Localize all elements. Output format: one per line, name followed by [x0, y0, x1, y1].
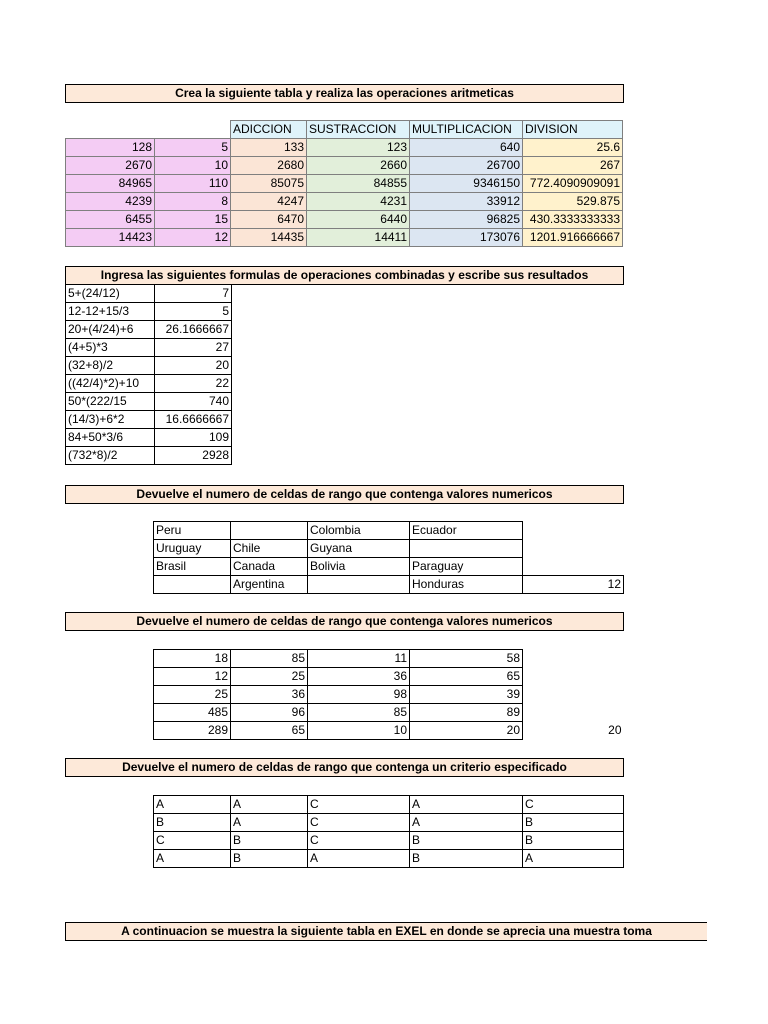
- arith-cell: 2680: [231, 157, 307, 175]
- arith-cell: 6455: [66, 211, 155, 229]
- arith-cell: 84965: [66, 175, 155, 193]
- number-cell: 98: [308, 686, 410, 704]
- formula-result-cell: 7: [155, 285, 232, 303]
- number-cell: 485: [154, 704, 231, 722]
- formula-result-cell: 2928: [155, 447, 232, 465]
- section-title-count-numeric-1: Devuelve el numero de celdas de rango que contenga valores numericos: [65, 485, 624, 504]
- formula-cell: (732*8)/2: [66, 447, 155, 465]
- formula-cell: 50*(222/15: [66, 393, 155, 411]
- table-row: [154, 722, 624, 740]
- table-row: [66, 321, 232, 339]
- arith-cell: 4239: [66, 193, 155, 211]
- section-title-count-numeric-2: Devuelve el numero de celdas de rango que contenga valores numericos: [65, 612, 624, 631]
- number-cell: 25: [231, 668, 308, 686]
- arith-cell: 14423: [66, 229, 155, 247]
- formula-cell: (32+8)/2: [66, 357, 155, 375]
- country-cell: Guyana: [308, 540, 410, 558]
- formulas-table: [65, 284, 232, 465]
- formula-cell: 20+(4/24)+6: [66, 321, 155, 339]
- section-title-formulas: Ingresa las siguientes formulas de operaciones combinadas y escribe sus resultados: [65, 266, 624, 285]
- formula-result-cell: 27: [155, 339, 232, 357]
- arith-cell: 2670: [66, 157, 155, 175]
- arith-cell: 772.4090909091: [523, 175, 623, 193]
- table-row: [66, 175, 623, 193]
- header-sustraccion: SUSTRACCION: [307, 121, 410, 139]
- table-row: [66, 393, 232, 411]
- header-adiccion: ADICCION: [231, 121, 307, 139]
- table-row: [66, 429, 232, 447]
- letter-cell: B: [231, 850, 308, 868]
- letter-cell: C: [308, 796, 410, 814]
- formula-result-cell: 740: [155, 393, 232, 411]
- country-cell: 12: [523, 576, 624, 594]
- arith-cell: 85075: [231, 175, 307, 193]
- number-cell: 65: [231, 722, 308, 740]
- arith-cell: 25.6: [523, 139, 623, 157]
- formula-result-cell: 20: [155, 357, 232, 375]
- table-row: [66, 303, 232, 321]
- section-title-criteria: Devuelve el numero de celdas de rango que contenga un criterio especificado: [65, 758, 624, 777]
- number-cell: [523, 704, 624, 722]
- country-cell: Peru: [154, 522, 231, 540]
- table-row: [154, 704, 624, 722]
- formula-result-cell: 109: [155, 429, 232, 447]
- letter-cell: B: [523, 814, 624, 832]
- number-cell: [523, 650, 624, 668]
- formula-cell: (14/3)+6*2: [66, 411, 155, 429]
- arith-cell: 8: [155, 193, 231, 211]
- letter-cell: C: [154, 832, 231, 850]
- formula-result-cell: 22: [155, 375, 232, 393]
- numbers-table: [153, 649, 624, 740]
- letter-cell: B: [410, 832, 523, 850]
- letter-cell: B: [154, 814, 231, 832]
- arith-cell: 96825: [410, 211, 523, 229]
- number-cell: 20: [523, 722, 624, 740]
- country-cell: [410, 540, 523, 558]
- table-row: [154, 576, 624, 594]
- letter-cell: A: [523, 850, 624, 868]
- number-cell: 36: [308, 668, 410, 686]
- letter-cell: A: [231, 796, 308, 814]
- table-row: [66, 447, 232, 465]
- formula-result-cell: 5: [155, 303, 232, 321]
- country-cell: Canada: [231, 558, 308, 576]
- letter-cell: A: [308, 850, 410, 868]
- letter-cell: B: [410, 850, 523, 868]
- arith-cell: 4247: [231, 193, 307, 211]
- arith-cell: 12: [155, 229, 231, 247]
- section-title-sample: A continuacion se muestra la siguiente tabla en EXEL en donde se aprecia una muestra toma: [65, 922, 707, 941]
- number-cell: 289: [154, 722, 231, 740]
- letter-cell: B: [231, 832, 308, 850]
- arith-cell: 10: [155, 157, 231, 175]
- number-cell: 65: [410, 668, 523, 686]
- table-row: [66, 357, 232, 375]
- number-cell: 39: [410, 686, 523, 704]
- country-cell: [523, 558, 624, 576]
- table-row: [154, 686, 624, 704]
- table-row: [154, 832, 624, 850]
- arith-cell: 5: [155, 139, 231, 157]
- letter-cell: C: [308, 832, 410, 850]
- arith-cell: 33912: [410, 193, 523, 211]
- country-cell: [523, 540, 624, 558]
- table-row: [154, 814, 624, 832]
- letter-cell: A: [154, 850, 231, 868]
- arith-cell: 133: [231, 139, 307, 157]
- number-cell: 85: [308, 704, 410, 722]
- letter-cell: A: [154, 796, 231, 814]
- number-cell: 18: [154, 650, 231, 668]
- arith-cell: 14411: [307, 229, 410, 247]
- table-row: [154, 668, 624, 686]
- letters-table: [153, 795, 624, 868]
- letter-cell: A: [231, 814, 308, 832]
- table-row: [66, 285, 232, 303]
- table-row: [154, 540, 624, 558]
- number-cell: [523, 668, 624, 686]
- formula-cell: (4+5)*3: [66, 339, 155, 357]
- arith-cell: 128: [66, 139, 155, 157]
- arithmetic-table: [65, 120, 623, 247]
- country-cell: [231, 522, 308, 540]
- country-cell: Brasil: [154, 558, 231, 576]
- formula-result-cell: 26.1666667: [155, 321, 232, 339]
- number-cell: 11: [308, 650, 410, 668]
- arith-cell: 640: [410, 139, 523, 157]
- table-row: [154, 850, 624, 868]
- header-multiplicacion: MULTIPLICACION: [410, 121, 523, 139]
- number-cell: 89: [410, 704, 523, 722]
- formula-cell: 12-12+15/3: [66, 303, 155, 321]
- table-row: [66, 339, 232, 357]
- arith-cell: 267: [523, 157, 623, 175]
- table-row: [66, 375, 232, 393]
- number-cell: 58: [410, 650, 523, 668]
- number-cell: 85: [231, 650, 308, 668]
- country-cell: Bolivia: [308, 558, 410, 576]
- letter-cell: C: [308, 814, 410, 832]
- letter-cell: A: [410, 796, 523, 814]
- arith-cell: 1201.916666667: [523, 229, 623, 247]
- country-cell: [154, 576, 231, 594]
- formula-result-cell: 16.6666667: [155, 411, 232, 429]
- country-cell: [523, 522, 624, 540]
- country-cell: Ecuador: [410, 522, 523, 540]
- arith-cell: 6470: [231, 211, 307, 229]
- section-title-arithmetic: Crea la siguiente tabla y realiza las operaciones aritmeticas: [65, 84, 624, 103]
- table-row: [66, 411, 232, 429]
- formula-cell: 5+(24/12): [66, 285, 155, 303]
- arith-cell: 15: [155, 211, 231, 229]
- header-division: DIVISION: [523, 121, 623, 139]
- arith-cell: 4231: [307, 193, 410, 211]
- arith-cell: 430.3333333333: [523, 211, 623, 229]
- arith-cell: 529.875: [523, 193, 623, 211]
- arith-cell: 9346150: [410, 175, 523, 193]
- letter-cell: A: [410, 814, 523, 832]
- number-cell: 96: [231, 704, 308, 722]
- number-cell: 20: [410, 722, 523, 740]
- number-cell: 12: [154, 668, 231, 686]
- country-cell: [308, 576, 410, 594]
- table-row: [66, 211, 623, 229]
- country-cell: Paraguay: [410, 558, 523, 576]
- country-cell: Argentina: [231, 576, 308, 594]
- arith-cell: 26700: [410, 157, 523, 175]
- table-row: [66, 229, 623, 247]
- number-cell: 25: [154, 686, 231, 704]
- letter-cell: B: [523, 832, 624, 850]
- arith-cell: 2660: [307, 157, 410, 175]
- formula-cell: ((42/4)*2)+10: [66, 375, 155, 393]
- number-cell: [523, 686, 624, 704]
- arith-cell: 6440: [307, 211, 410, 229]
- arith-cell: 123: [307, 139, 410, 157]
- country-cell: Colombia: [308, 522, 410, 540]
- number-cell: 36: [231, 686, 308, 704]
- letter-cell: C: [523, 796, 624, 814]
- arith-cell: 14435: [231, 229, 307, 247]
- countries-table: [153, 521, 624, 594]
- country-cell: Honduras: [410, 576, 523, 594]
- table-row: [154, 522, 624, 540]
- table-row: [66, 139, 623, 157]
- table-row: [66, 157, 623, 175]
- table-row: [154, 558, 624, 576]
- number-cell: 10: [308, 722, 410, 740]
- table-row: [154, 796, 624, 814]
- table-row: [154, 650, 624, 668]
- arith-cell: 84855: [307, 175, 410, 193]
- arith-cell: 173076: [410, 229, 523, 247]
- formula-cell: 84+50*3/6: [66, 429, 155, 447]
- country-cell: Chile: [231, 540, 308, 558]
- table-row: [66, 193, 623, 211]
- country-cell: Uruguay: [154, 540, 231, 558]
- arith-cell: 110: [155, 175, 231, 193]
